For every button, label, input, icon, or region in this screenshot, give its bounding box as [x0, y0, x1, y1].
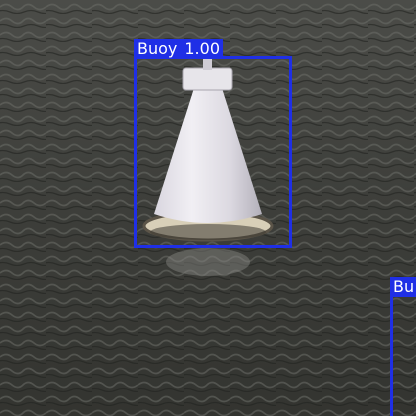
buoy-reflection	[166, 248, 250, 276]
detection-class: Buoy	[137, 39, 178, 58]
detection-label	[134, 39, 223, 59]
detection-box-buoy	[134, 39, 292, 248]
detection-label-partial	[390, 277, 416, 297]
detection-box-buoy-partial	[390, 277, 416, 416]
detection-class-partial: Bu	[393, 277, 415, 296]
detection-score: 1.00	[184, 39, 220, 58]
